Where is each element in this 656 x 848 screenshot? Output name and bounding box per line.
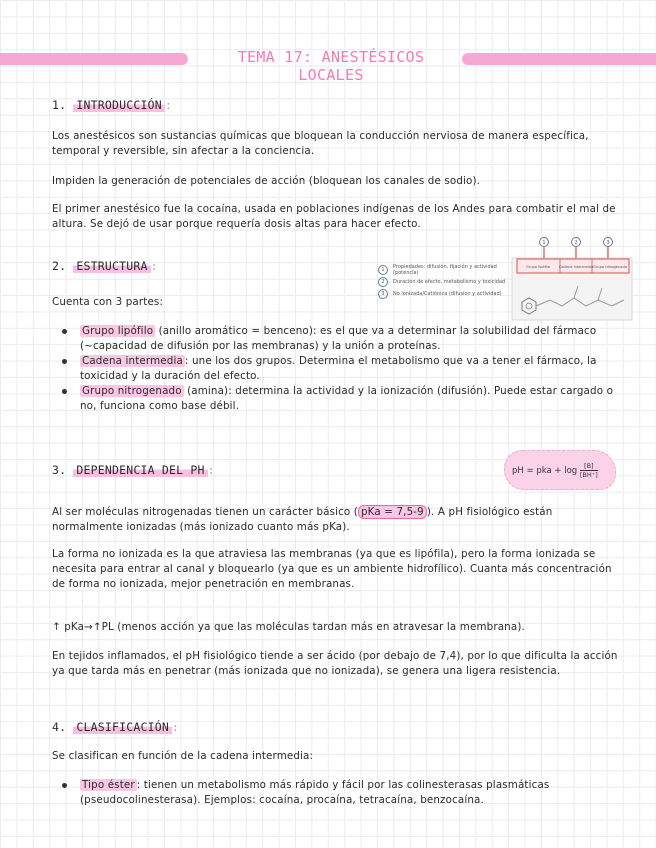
title-decoration-left [0,53,188,65]
pka-highlight: pKa = 7,5-9 [358,505,427,519]
section-title: INTRODUCCIÓN [73,98,164,112]
keyword-highlight: Tipo éster [82,779,135,791]
list-item [62,778,620,807]
list-item [62,384,620,413]
section-heading-clasificacion: 4. CLASIFICACIÓN : [52,720,180,734]
estructura-intro: Cuenta con 3 partes: [52,296,164,308]
ph-paragraph-2: La forma no ionizada es la que atraviesa las membranas (ya que es lipófila), pero la forma ionizada se necesita para entrar al canal y bloquearlo (ya que es un ambiente hidrofílico). Cuanta más concentración de forma no ionizada, mejor penetración en membranas. [52,548,612,590]
intro-paragraph-3: El primer anestésico fue la cocaína, usada en poblaciones indígenas de los Andes para combatir el mal de altura. Se dejó de usar porque requería dosis altas para hacer efecto. [52,203,616,230]
legend-text: No ionizada/Catiónica (difusión y actividad) [393,291,502,297]
section-heading-estructura: 2. ESTRUCTURA : [52,259,158,273]
box-label: Grupo lipófilo [525,265,551,269]
list-item-text: : une los dos grupos. Determina el metabolismo que va a tener el fármaco, la toxicidad y la duración del efecto. [80,355,597,382]
legend-number: 2 [378,277,388,287]
ph-paragraph-1 [52,505,622,535]
marker-number: 3 [606,240,610,246]
intro-paragraph-2: Impiden la generación de potenciales de acción (bloquean los canales de sodio). [52,175,481,187]
legend-text: Propiedades: difusión, fijación y actividad (potencia) [393,264,497,276]
section-number: 4. [52,720,67,734]
clasificacion-intro: Se clasifican en función de la cadena intermedia: [52,750,314,762]
section-title: CLASIFICACIÓN [73,720,172,734]
section-number: 2. [52,259,67,273]
clasificacion-bullet-list [62,778,620,808]
section-number: 3. [52,463,67,477]
keyword-highlight: Grupo lipófilo [82,325,154,337]
estructura-bullet-list [62,324,620,414]
keyword-highlight: Cadena intermedia [82,355,183,367]
section-title: DEPENDENCIA DEL PH [73,463,207,477]
ph-paragraph-4: En tejidos inflamados, el pH fisiológico tiende a ser ácido (por debajo de 7,4), por lo que dificulta la acción ya que tarda más en penetrar (más ionizada que no ionizada), se genera una ligera resistencia. [52,650,618,677]
title-decoration-right [462,53,656,65]
section-heading-ph: 3. DEPENDENCIA DEL PH : [52,463,215,477]
legend-number: 1 [378,265,388,275]
list-item [62,354,620,383]
box-label: Grupo nitrogenado [593,265,627,269]
section-title: ESTRUCTURA [73,259,150,273]
legend-number: 3 [378,289,388,299]
list-item-text: : tienen un metabolismo más rápido y fácil por las colinesterasas plasmáticas (pseudocolinesterasa). Ejemplos: cocaína, procaína, tetracaína, benzocaína. [80,779,550,806]
keyword-highlight: Grupo nitrogenado [82,385,182,397]
formula-fraction [580,462,598,479]
intro-paragraph-1: Los anestésicos son sustancias químicas que bloquean la conducción nerviosa de manera específica, temporal y reversible, sin afectar a la conciencia. [52,130,589,157]
box-label: Cadena intermedia [558,265,594,269]
formula-lhs: pH = pka + log [512,466,578,476]
title-bar [0,48,656,84]
list-item [62,324,620,353]
marker-number: 1 [542,240,546,246]
list-item-text: (amina): determina la actividad y la ionización (difusión). Puede estar cargado o no, funciona como base débil. [80,385,614,412]
ph-paragraph-3: ↑ pKa→↑PL (menos acción ya que las moléculas tardan más en atravesar la membrana). [52,621,525,633]
henderson-formula [504,450,616,490]
section-number: 1. [52,98,67,112]
section-heading-introduccion: 1. INTRODUCCIÓN : [52,98,172,112]
list-item-text: (anillo aromático = benceno): es el que va a determinar la solubilidad del fármaco (~capacidad de difusión por las membranas) y la unión a proteínas. [80,325,597,352]
marker-number: 2 [574,240,578,246]
formula-numerator: [B] [580,462,598,471]
page-title: TEMA 17: ANESTÉSICOS LOCALES [237,48,425,84]
text-fragment: Al ser moléculas nitrogenadas tienen un carácter básico ( [52,506,358,518]
text-fragment: ). A pH fisiológico están normalmente ionizadas (más ionizado cuanto más pKa). [52,506,553,533]
formula-text [512,462,598,479]
legend-text: Duración de efecto, metabolismo y toxicidad [393,279,506,285]
formula-denominator: [BH⁺] [579,471,598,479]
